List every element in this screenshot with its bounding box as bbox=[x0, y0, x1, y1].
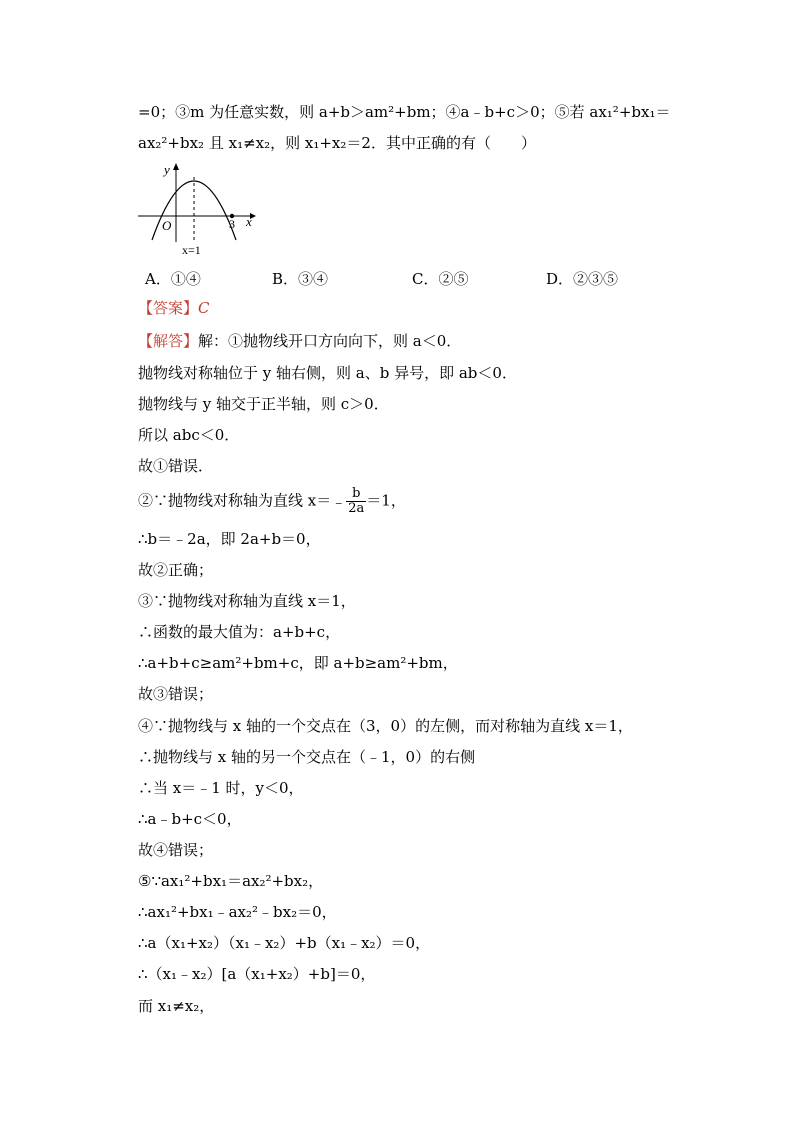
analysis-line-9: ③∵抛物线对称轴为直线 x＝1， bbox=[138, 592, 356, 610]
analysis-line-21: ∴（x₁﹣x₂）[a（x₁+x₂）+b]＝0， bbox=[138, 965, 376, 983]
option-a[interactable]: A．①④ bbox=[145, 270, 201, 288]
analysis-line-4: 所以 abc＜0． bbox=[138, 426, 240, 444]
question-line-2: ax₂²+bx₂ 且 x₁≠x₂，则 x₁+x₂＝2．其中正确的有（ ） bbox=[138, 134, 536, 152]
analysis-line-5: 故①错误． bbox=[138, 457, 214, 475]
analysis-line-11: ∴a+b+c≥am²+bm+c，即 a+b≥am²+bm， bbox=[138, 654, 458, 672]
y-axis-arrow bbox=[173, 163, 179, 170]
analysis-line-13: ④∵抛物线与 x 轴的一个交点在（3，0）的左侧，而对称轴为直线 x＝1， bbox=[138, 717, 633, 735]
analysis-line-14: ∴抛物线与 x 轴的另一个交点在（﹣1，0）的右侧 bbox=[138, 748, 476, 766]
analysis-line-22: 而 x₁≠x₂， bbox=[138, 997, 215, 1015]
question-line-1: =0；③m 为任意实数，则 a+b＞am²+bm；④a﹣b+c＞0；⑤若 ax₁²+bx₁＝ bbox=[138, 103, 671, 121]
analysis-tag: 【解答】 bbox=[138, 332, 199, 350]
analysis-line-17: 故④错误； bbox=[138, 841, 214, 859]
analysis-line-2: 抛物线对称轴位于 y 轴右侧，则 a、b 异号，即 ab＜0． bbox=[138, 364, 517, 382]
analysis-line-7: ∴b＝﹣2a，即 2a+b＝0， bbox=[138, 530, 321, 548]
analysis-line-18: ⑤∵ax₁²+bx₁＝ax₂²+bx₂， bbox=[138, 872, 324, 890]
option-b[interactable]: B．③④ bbox=[272, 270, 329, 288]
fraction: $\frac{b}{2a}$ bbox=[348, 486, 365, 516]
y-label: y bbox=[164, 162, 170, 177]
analysis-line-3: 抛物线与 y 轴交于正半轴，则 c＞0． bbox=[138, 395, 389, 413]
analysis-line-16: ∴a﹣b+c＜0， bbox=[138, 810, 242, 828]
option-d[interactable]: D．②③⑤ bbox=[546, 270, 619, 288]
analysis-line-19: ∴ax₁²+bx₁﹣ax₂²﹣bx₂＝0， bbox=[138, 903, 337, 921]
answer-value: C bbox=[198, 299, 210, 317]
origin-label: O bbox=[162, 218, 172, 233]
analysis-line-6: ②∵抛物线对称轴为直线 x＝﹣ $\frac{b}{2a}$ ＝1， bbox=[138, 486, 406, 516]
analysis-line-1: 【解答】解：①抛物线开口方向向下，则 a＜0． bbox=[138, 332, 462, 350]
analysis-line-10: ∴函数的最大值为：a+b+c， bbox=[138, 623, 341, 641]
answer-line bbox=[138, 297, 210, 319]
analysis-line-15: ∴当 x＝﹣1 时，y＜0， bbox=[138, 779, 304, 797]
symmetry-axis-label: x=1 bbox=[182, 243, 201, 257]
answer-tag: 【答案】 bbox=[138, 299, 199, 317]
analysis-line-8: 故②正确； bbox=[138, 561, 214, 579]
parabola-graph bbox=[138, 160, 268, 258]
analysis-line-20: ∴a（x₁+x₂）（x₁﹣x₂）+b（x₁﹣x₂）＝0， bbox=[138, 934, 431, 952]
analysis-line-12: 故③错误； bbox=[138, 685, 214, 703]
root-label: 3 bbox=[229, 217, 235, 231]
x-label: x bbox=[246, 214, 252, 229]
option-c[interactable]: C．②⑤ bbox=[412, 270, 469, 288]
